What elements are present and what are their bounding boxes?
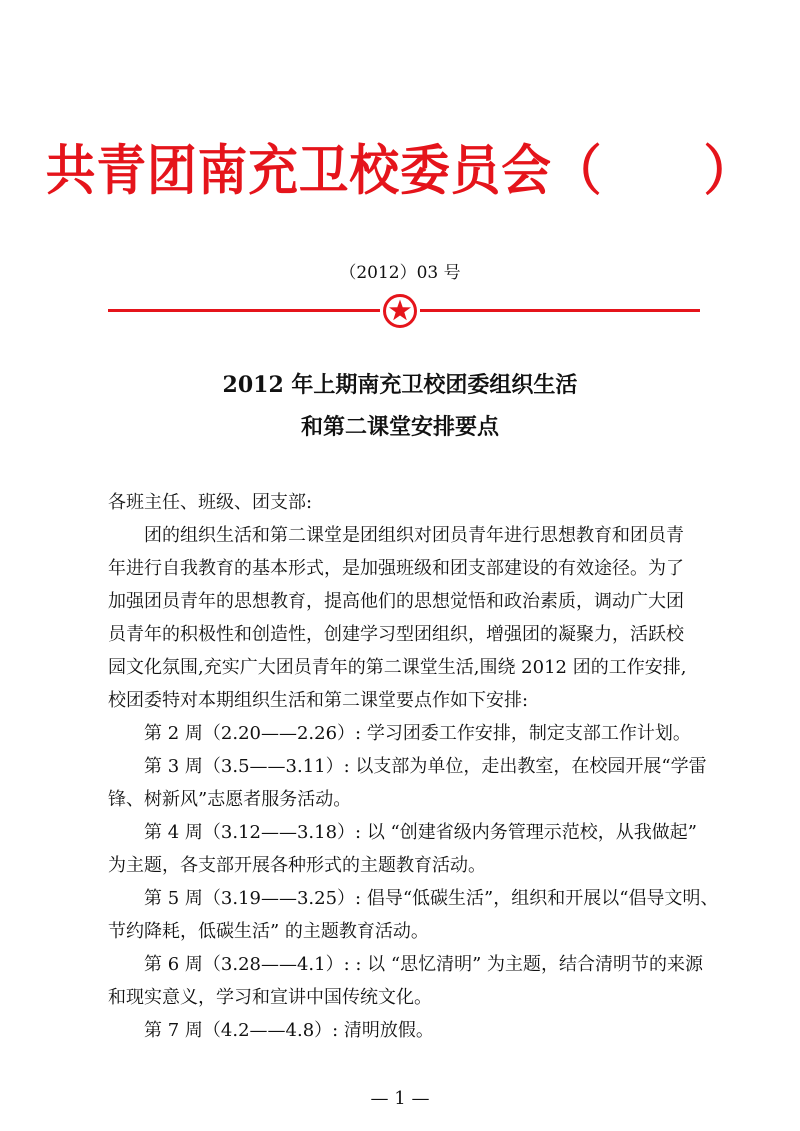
page-number: — 1 — — [370, 1088, 430, 1109]
schedule-list — [108, 717, 719, 1047]
schedule-item-week6-cont: 和现实意义，学习和宣讲中国传统文化。 — [108, 987, 432, 1008]
intro-line: 员青年的积极性和创造性，创建学习型团组织，增强团的凝聚力，活跃校 — [108, 624, 684, 645]
schedule-item-week6: 第 6 周（3.28——4.1）: : 以 “思忆清明” 为主题，结合清明节的来源 — [144, 954, 704, 975]
intro-line: 年进行自我教育的基本形式，是加强班级和团支部建设的有效途径。为了 — [108, 558, 684, 579]
document-number: （2012）03 号 — [339, 263, 461, 283]
intro-line: 加强团员青年的思想教育，提高他们的思想觉悟和政治素质，调动广大团 — [108, 591, 684, 612]
schedule-item-week3-cont: 锋、树新风”志愿者服务活动。 — [108, 789, 352, 810]
red-rule-left — [108, 309, 380, 312]
schedule-item-week4-cont: 为主题，各支部开展各种形式的主题教育活动。 — [108, 855, 486, 876]
intro-line: 校团委特对本期组织生活和第二课堂要点作如下安排: — [108, 690, 529, 711]
schedule-item-week5-cont: 节约降耗，低碳生活” 的主题教育活动。 — [108, 921, 429, 942]
schedule-item-week4: 第 4 周（3.12——3.18）: 以 “创建省级内务管理示范校，从我做起” — [144, 822, 697, 843]
document-title-line2: 和第二课堂安排要点 — [300, 414, 499, 440]
salutation: 各班主任、班级、团支部: — [108, 492, 313, 513]
intro-paragraph — [108, 519, 700, 717]
schedule-item-week7: 第 7 周（4.2——4.8）: 清明放假。 — [144, 1020, 434, 1041]
schedule-item-week5: 第 5 周（3.19——3.25）: 倡导“低碳生活”，组织和开展以“倡导文明、 — [144, 888, 719, 909]
schedule-item-week3: 第 3 周（3.5——3.11）: 以支部为单位，走出教室，在校园开展“学雷 — [144, 756, 707, 777]
document-title-line1: 2012 年上期南充卫校团委组织生活 — [222, 372, 578, 398]
intro-line: 园文化氛围,充实广大团员青年的第二课堂生活,围绕 2012 团的工作安排, — [108, 657, 687, 678]
intro-line: 团的组织生活和第二课堂是团组织对团员青年进行思想教育和团员青 — [144, 525, 684, 546]
red-star-circle-icon — [382, 293, 418, 329]
red-rule-right — [420, 309, 700, 312]
org-header-title: 共青团南充卫校委员会（ ） — [45, 139, 755, 202]
schedule-item-week2: 第 2 周（2.20——2.26）: 学习团委工作安排，制定支部工作计划。 — [144, 723, 691, 744]
